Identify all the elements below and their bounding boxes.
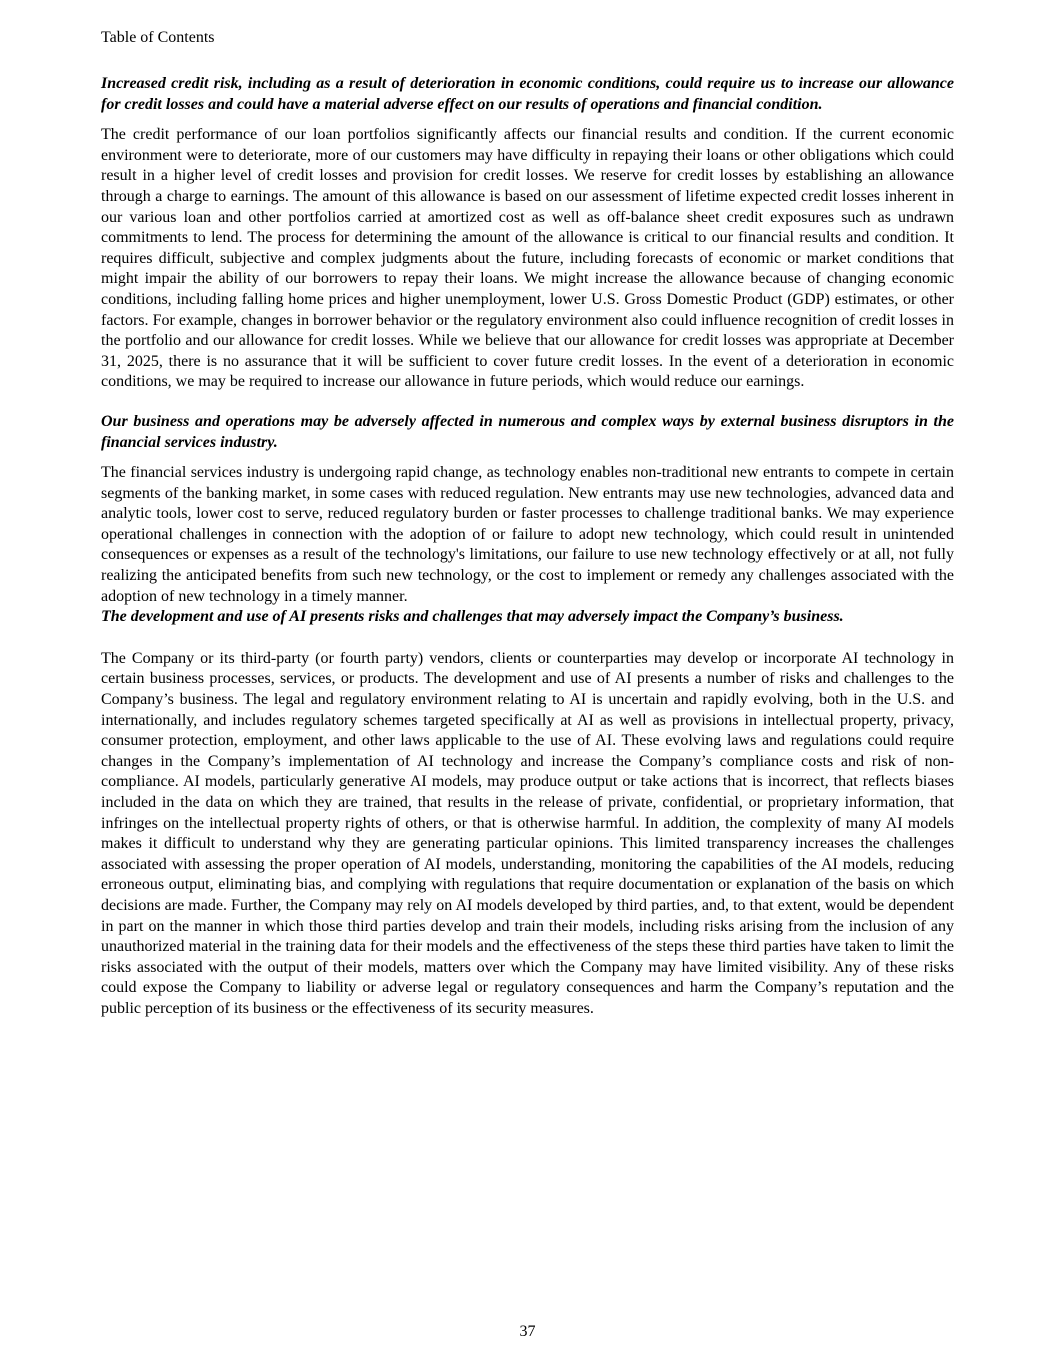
document-body [101, 74, 954, 1039]
section-heading-business-disruptors: Our business and operations may be adversely affected in numerous and complex ways by external business disruptors in the financial services industry. [101, 412, 954, 451]
section-heading-credit-risk: Increased credit risk, including as a result of deterioration in economic conditions, could require us to increase our allowance for credit losses and could have a material adverse effect on our results of operations and financial condition. [101, 75, 954, 113]
page-number: 37 [519, 1323, 536, 1340]
section-body-ai-risks: The Company or its third-party (or fourth party) vendors, clients or counterparties may develop or incorporate AI technology in certain business processes, services, or products. The development and use of AI presents a number of risks and challenges to the Company’s business. The legal and regulatory environment relating to AI is uncertain and rapidly evolving, both in the U.S. and internationally, and includes regulatory schemes targeted specifically at AI as well as provisions in intellectual property, privacy, consumer protection, employment, and other laws applicable to the use of AI. These evolving laws and regulations could require changes in the Company’s implementation of AI technology and increase the Company’s compliance costs and risk of non-compliance. AI models, particularly generative AI models, may produce output or take actions that is incorrect, that reflects biases included in the data on which they are trained, that results in the release of private, confidential, or proprietary information, that infringes on the intellectual property rights of others, or that is otherwise harmful. In addition, the complexity of many AI models makes it difficult to understand why they are generating particular opinions. This limited transparency increases the challenges associated with assessing the proper operation of AI models, understanding, monitoring the capabilities of the AI models, reducing erroneous output, eliminating bias, and complying with regulations that require documentation or explanation of the basis on which decisions are made. Further, the Company may rely on AI models developed by third parties, and, to that extent, would be dependent in part on the manner in which those third parties develop and train their models, including risks arising from the inclusion of any unauthorized material in the training data for their models and the effectiveness of the steps these third parties have taken to limit the risks associated with the output of their models, matters over which the Company may have limited visibility. Any of these risks could expose the Company to liability or adverse legal or regulatory consequences and harm the Company’s reputation and the public perception of its business or the effectiveness of its security measures. [101, 649, 954, 1017]
section-body-credit-risk: The credit performance of our loan portfolios significantly affects our financial results and condition. If the current economic environment were to deteriorate, more of our customers may have difficulty in repaying their loans or other obligations which could result in a higher level of credit losses and provision for credit losses. We reserve for credit losses by establishing an allowance through a charge to earnings. The amount of this allowance is based on our assessment of lifetime expected credit losses inherent in our various loan and other portfolios carried at amortized cost as well as off-balance sheet credit exposures such as undrawn commitments to lend. The process for determining the amount of the allowance is critical to our financial results and condition. It requires difficult, subjective and complex judgments about the future, including forecasts of economic or market conditions that might impair the ability of our borrowers to repay their loans. We might increase the allowance because of changing economic conditions, including falling home prices and higher unemployment, lower U.S. Gross Domestic Product (GDP) estimates, or other factors. For example, changes in borrower behavior or the regulatory environment also could influence recognition of credit losses in the portfolio and our allowance for credit losses. While we believe that our allowance for credit losses was appropriate at December 31, 2025, there is no assurance that it will be sufficient to cover future credit losses. In the event of a deterioration in economic conditions, we may be required to increase our allowance in future periods, which would reduce our earnings. [101, 126, 954, 391]
table-of-contents-link[interactable]: Table of Contents [101, 29, 215, 46]
section-heading-ai-risks: The development and use of AI presents risks and challenges that may adversely impact the Company’s business. [101, 608, 844, 626]
section-body-business-disruptors: The financial services industry is undergoing rapid change, as technology enables non-traditional new entrants to compete in certain segments of the banking market, in some cases with reduced regulation. New entrants may use new technologies, advanced data and analytic tools, lower cost to serve, reduced regulatory burden or faster processes to challenge traditional banks. We may experience operational challenges in connection with the adoption of or failure to adopt new technology, which could result in unintended consequences or expenses as a result of the technology's limitations, our failure to use new technology effectively or at all, not fully realizing the anticipated benefits from such new technology, or the cost to implement or remedy any challenges associated with the adoption of new technology in a timely manner. [101, 464, 954, 605]
